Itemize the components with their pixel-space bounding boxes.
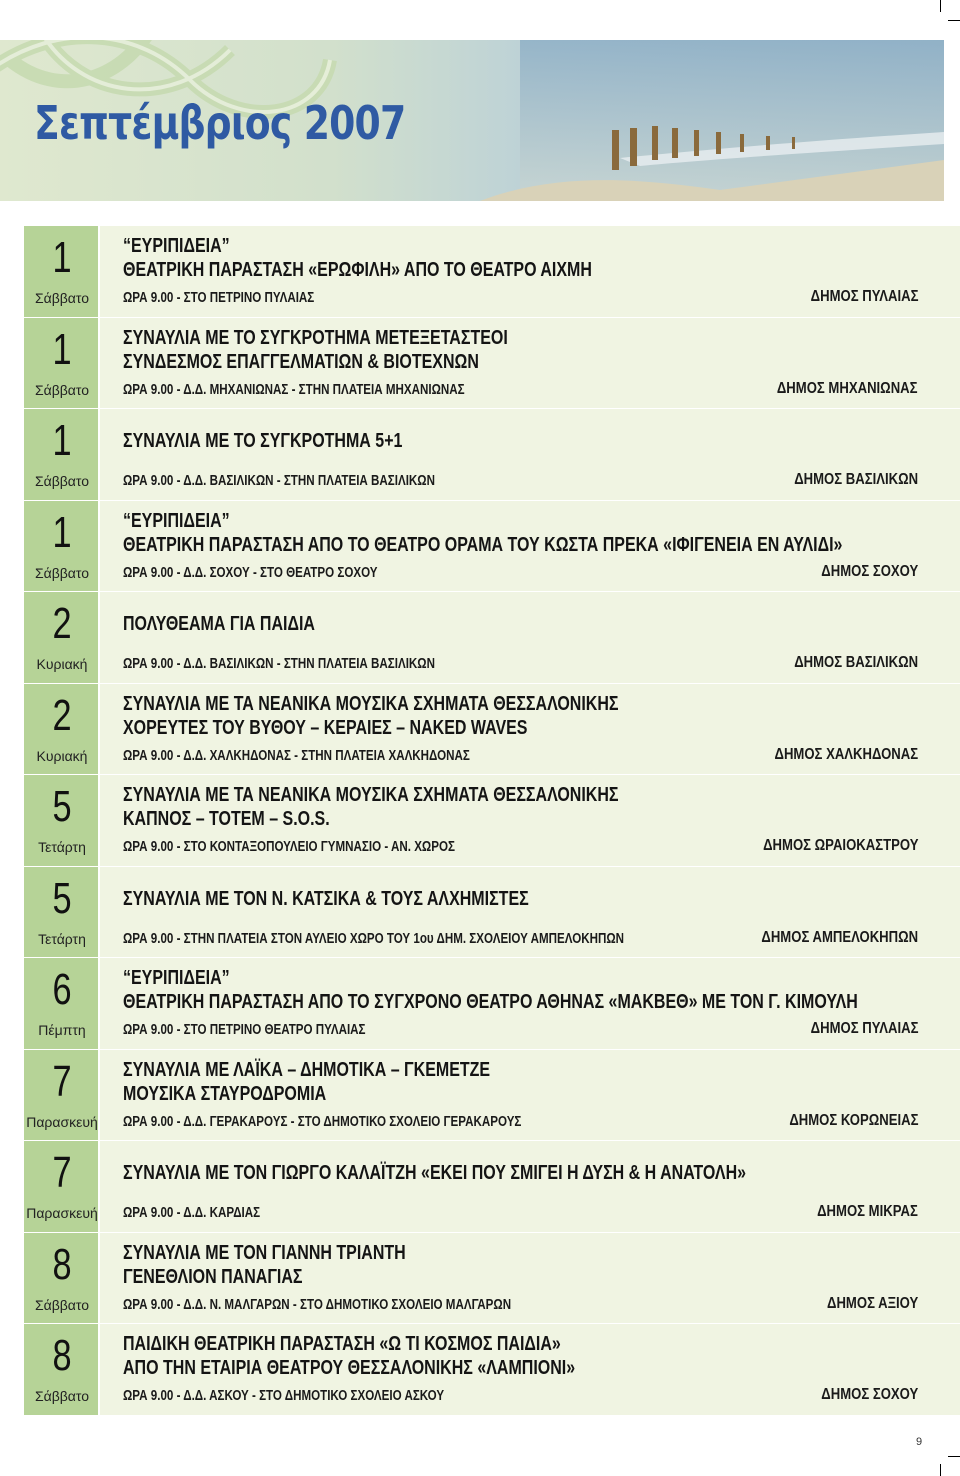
- event-title-line: ΠΟΛΥΘΕΑΜΑ ΓΙΑ ΠΑΙΔΙΑ: [123, 613, 315, 635]
- event-title: [123, 1058, 918, 1106]
- event-details: [123, 1050, 918, 1141]
- event-title-line: ΣΥΝΑΥΛΙΑ ΜΕ ΛΑΪΚΑ – ΔΗΜΟΤΙΚΑ – ΓΚΕΜΕΤΖΕ: [123, 1058, 491, 1081]
- weekday: Σάββατο: [34, 564, 90, 581]
- event-organizer: ΔΗΜΟΣ ΣΟΧΟΥ: [821, 1386, 918, 1403]
- page-number: 9: [916, 1436, 923, 1448]
- weekday: Πέμπτη: [38, 1022, 86, 1038]
- day-number: 8: [52, 1239, 72, 1289]
- crop-mark: [948, 20, 960, 21]
- date-cell: [24, 1324, 100, 1415]
- event-title: [123, 234, 918, 282]
- event-row: [24, 409, 960, 501]
- day-number: 1: [52, 324, 72, 374]
- day-number: 8: [52, 1331, 72, 1380]
- crop-mark: [940, 0, 941, 12]
- weekday: Παρασκευή: [26, 1205, 98, 1221]
- event-time-venue: ΩΡΑ 9.00 - ΣΤΗΝ ΠΛΑΤΕΙΑ ΣΤΟΝ ΑΥΛΕΙΟ ΧΩΡΟ ΤΟΥ 1ου ΔΗΜ. ΣΧΟΛΕΙΟΥ ΑΜΠΕΛΟΚΗΠΩΝ: [123, 930, 625, 947]
- event-row: [24, 1324, 960, 1416]
- date-cell: [24, 318, 100, 409]
- date-cell: [24, 409, 100, 500]
- event-title-line: ΚΑΠΝΟΣ – TOTEM – S.O.S.: [123, 808, 330, 830]
- crop-mark: [948, 1456, 960, 1457]
- event-details: [123, 867, 918, 958]
- event-title: [123, 1241, 918, 1289]
- day-number: 5: [52, 782, 72, 831]
- event-row: [24, 1233, 960, 1325]
- day-number: 1: [52, 233, 72, 282]
- event-title: [123, 429, 918, 453]
- event-time-venue: ΩΡΑ 9.00 - ΣΤΟ ΠΕΤΡΙΝΟ ΠΥΛΑΙΑΣ: [123, 290, 315, 306]
- event-organizer: ΔΗΜΟΣ ΑΞΙΟΥ: [826, 1294, 918, 1312]
- event-row: [24, 501, 960, 593]
- event-time-venue: ΩΡΑ 9.00 - ΣΤΟ ΠΕΤΡΙΝΟ ΘΕΑΤΡΟ ΠΥΛΑΙΑΣ: [123, 1022, 366, 1038]
- event-details: [123, 958, 918, 1049]
- event-title: [123, 509, 918, 557]
- event-details: [123, 409, 918, 500]
- event-details: [123, 592, 918, 683]
- day-number: 2: [52, 599, 72, 648]
- event-title-line: ΣΥΝΑΥΛΙΑ ΜΕ ΤΑ ΝΕΑΝΙΚΑ ΜΟΥΣΙΚΑ ΣΧΗΜΑΤΑ ΘΕΣΣΑΛΟΝΙΚΗΣ: [123, 784, 619, 806]
- weekday: Σάββατο: [34, 473, 90, 489]
- date-cell: [24, 1141, 100, 1232]
- event-time-venue: ΩΡΑ 9.00 - Δ.Δ. ΜΗΧΑΝΙΩΝΑΣ - ΣΤΗΝ ΠΛΑΤΕΙΑ ΜΗΧΑΝΙΩΝΑΣ: [123, 381, 465, 398]
- event-organizer: ΔΗΜΟΣ ΜΙΚΡΑΣ: [817, 1203, 918, 1220]
- event-organizer: ΔΗΜΟΣ ΠΥΛΑΙΑΣ: [810, 1020, 918, 1037]
- date-cell: [24, 867, 100, 958]
- weekday: Σάββατο: [34, 290, 90, 306]
- event-row: [24, 1141, 960, 1233]
- date-cell: [24, 958, 100, 1049]
- weekday: Σάββατο: [34, 1296, 90, 1313]
- crop-mark: [940, 1464, 941, 1476]
- event-organizer: ΔΗΜΟΣ ΜΗΧΑΝΙΩΝΑΣ: [777, 379, 918, 397]
- event-time-venue: ΩΡΑ 9.00 - Δ.Δ. ΚΑΡΔΙΑΣ: [123, 1205, 261, 1221]
- event-details: [123, 775, 918, 866]
- event-details: [123, 1324, 918, 1415]
- page-title: Σεπτέμβριος 2007: [34, 96, 406, 150]
- event-row: [24, 1050, 960, 1142]
- event-row: [24, 958, 960, 1050]
- event-time-venue: ΩΡΑ 9.00 - Δ.Δ. Ν. ΜΑΛΓΑΡΩΝ - ΣΤΟ ΔΗΜΟΤΙΚΟ ΣΧΟΛΕΙΟ ΜΑΛΓΑΡΩΝ: [123, 1296, 512, 1313]
- event-title: [123, 612, 918, 636]
- weekday: Τετάρτη: [38, 930, 86, 947]
- date-cell: [24, 501, 100, 592]
- weekday: Σάββατο: [34, 381, 90, 398]
- event-organizer: ΔΗΜΟΣ ΠΥΛΑΙΑΣ: [810, 288, 918, 305]
- event-title-line: ΘΕΑΤΡΙΚΗ ΠΑΡΑΣΤΑΣΗ ΑΠΟ ΤΟ ΣΥΓΧΡΟΝΟ ΘΕΑΤΡΟ ΑΘΗΝΑΣ «ΜΑΚΒΕΘ» ΜΕ ΤΟΝ Γ. ΚΙΜΟΥΛΗ: [123, 991, 858, 1013]
- event-title-line: ΑΠΟ ΤΗΝ ΕΤΑΙΡΙΑ ΘΕΑΤΡΟΥ ΘΕΣΣΑΛΟΝΙΚΗΣ «ΛΑΜΠΙΟΝΙ»: [123, 1357, 576, 1379]
- event-time-venue: ΩΡΑ 9.00 - Δ.Δ. ΣΟΧΟΥ - ΣΤΟ ΘΕΑΤΡΟ ΣΟΧΟΥ: [123, 564, 378, 581]
- date-cell: [24, 1050, 100, 1141]
- event-time-venue: ΩΡΑ 9.00 - Δ.Δ. ΒΑΣΙΛΙΚΩΝ - ΣΤΗΝ ΠΛΑΤΕΙΑ ΒΑΣΙΛΙΚΩΝ: [123, 656, 435, 672]
- day-number: 1: [52, 507, 72, 557]
- date-cell: [24, 775, 100, 866]
- date-cell: [24, 1233, 100, 1324]
- event-title: [123, 326, 918, 374]
- event-title-line: ΣΥΝΑΥΛΙΑ ΜΕ ΤΟ ΣΥΓΚΡΟΤΗΜΑ 5+1: [123, 430, 403, 452]
- event-time-venue: ΩΡΑ 9.00 - Δ.Δ. ΧΑΛΚΗΔΟΝΑΣ - ΣΤΗΝ ΠΛΑΤΕΙΑ ΧΑΛΚΗΔΟΝΑΣ: [123, 747, 470, 764]
- event-title-line: “ΕΥΡΙΠΙΔΕΙΑ”: [123, 509, 230, 532]
- event-title-line: ΣΥΝΔΕΣΜΟΣ ΕΠΑΓΓΕΛΜΑΤΙΩΝ & ΒΙΟΤΕΧΝΩΝ: [123, 350, 479, 373]
- day-number: 7: [52, 1056, 72, 1106]
- event-title: [123, 1161, 918, 1185]
- event-organizer: ΔΗΜΟΣ ΩΡΑΙΟΚΑΣΤΡΟΥ: [762, 837, 918, 854]
- weekday: Κυριακή: [36, 747, 88, 764]
- event-organizer: ΔΗΜΟΣ ΚΟΡΩΝΕΙΑΣ: [788, 1111, 918, 1129]
- event-details: [123, 226, 918, 317]
- event-organizer: ΔΗΜΟΣ ΧΑΛΚΗΔΟΝΑΣ: [774, 745, 918, 763]
- event-row: [24, 318, 960, 410]
- date-cell: [24, 226, 100, 317]
- event-title-line: ΣΥΝΑΥΛΙΑ ΜΕ ΤΟΝ Ν. ΚΑΤΣΙΚΑ & ΤΟΥΣ ΑΛΧΗΜΙΣΤΕΣ: [123, 887, 529, 910]
- event-title-line: “ΕΥΡΙΠΙΔΕΙΑ”: [123, 235, 230, 257]
- event-time-venue: ΩΡΑ 9.00 - Δ.Δ. ΓΕΡΑΚΑΡΟΥΣ - ΣΤΟ ΔΗΜΟΤΙΚΟ ΣΧΟΛΕΙΟ ΓΕΡΑΚΑΡΟΥΣ: [123, 1113, 522, 1130]
- event-row: [24, 775, 960, 867]
- event-organizer: ΔΗΜΟΣ ΑΜΠΕΛΟΚΗΠΩΝ: [761, 928, 918, 946]
- event-title-line: ΣΥΝΑΥΛΙΑ ΜΕ ΤΟΝ ΓΙΑΝΝΗ ΤΡΙΑΝΤΗ: [123, 1241, 406, 1264]
- event-row: [24, 226, 960, 318]
- header-banner: [0, 40, 944, 201]
- event-title-line: “ΕΥΡΙΠΙΔΕΙΑ”: [123, 967, 230, 989]
- event-title-line: ΧΟΡΕΥΤΕΣ ΤΟΥ ΒΥΘΟΥ – ΚΕΡΑΙΕΣ – NAKED WAVES: [123, 716, 528, 739]
- event-title-line: ΜΟΥΣΙΚΑ ΣΤΑΥΡΟΔΡΟΜΙΑ: [123, 1082, 327, 1105]
- event-details: [123, 1233, 918, 1324]
- weekday: Κυριακή: [36, 656, 88, 672]
- event-organizer: ΔΗΜΟΣ ΣΟΧΟΥ: [821, 562, 918, 580]
- event-row: [24, 592, 960, 684]
- event-title-line: ΠΑΙΔΙΚΗ ΘΕΑΤΡΙΚΗ ΠΑΡΑΣΤΑΣΗ «Ω ΤΙ ΚΟΣΜΟΣ ΠΑΙΔΙΑ»: [123, 1333, 561, 1355]
- event-details: [123, 684, 918, 775]
- event-details: [123, 1141, 918, 1232]
- weekday: Σάββατο: [34, 1388, 90, 1404]
- event-title: [123, 887, 918, 911]
- event-organizer: ΔΗΜΟΣ ΒΑΣΙΛΙΚΩΝ: [794, 654, 918, 671]
- event-row: [24, 684, 960, 776]
- day-number: 1: [52, 416, 72, 465]
- date-cell: [24, 592, 100, 683]
- event-row: [24, 867, 960, 959]
- date-cell: [24, 684, 100, 775]
- event-time-venue: ΩΡΑ 9.00 - ΣΤΟ ΚΟΝΤΑΞΟΠΟΥΛΕΙΟ ΓΥΜΝΑΣΙΟ - ΑΝ. ΧΩΡΟΣ: [123, 839, 455, 855]
- event-title: [123, 783, 918, 831]
- day-number: 6: [52, 965, 72, 1014]
- event-title: [123, 1332, 918, 1380]
- event-title: [123, 966, 918, 1014]
- event-time-venue: ΩΡΑ 9.00 - Δ.Δ. ΑΣΚΟΥ - ΣΤΟ ΔΗΜΟΤΙΚΟ ΣΧΟΛΕΙΟ ΑΣΚΟΥ: [123, 1388, 445, 1404]
- weekday: Παρασκευή: [26, 1113, 98, 1130]
- event-details: [123, 501, 918, 592]
- event-title-line: ΘΕΑΤΡΙΚΗ ΠΑΡΑΣΤΑΣΗ ΑΠΟ ΤΟ ΘΕΑΤΡΟ ΟΡΑΜΑ ΤΟΥ ΚΩΣΤΑ ΠΡΕΚΑ «ΙΦΙΓΕΝΕΙΑ ΕΝ ΑΥΛΙΔΙ»: [123, 533, 843, 556]
- event-title-line: ΣΥΝΑΥΛΙΑ ΜΕ ΤΑ ΝΕΑΝΙΚΑ ΜΟΥΣΙΚΑ ΣΧΗΜΑΤΑ ΘΕΣΣΑΛΟΝΙΚΗΣ: [123, 692, 619, 715]
- event-schedule: [24, 226, 960, 1416]
- event-title-line: ΓΕΝΕΘΛΙΟΝ ΠΑΝΑΓΙΑΣ: [123, 1265, 303, 1288]
- event-title-line: ΣΥΝΑΥΛΙΑ ΜΕ ΤΟΝ ΓΙΩΡΓΟ ΚΑΛΑΪΤΖΗ «ΕΚΕΙ ΠΟΥ ΣΜΙΓΕΙ Η ΔΥΣΗ & Η ΑΝΑΤΟΛΗ»: [123, 1162, 747, 1184]
- weekday: Τετάρτη: [38, 839, 86, 855]
- day-number: 5: [52, 873, 72, 923]
- day-number: 2: [52, 690, 72, 740]
- event-title: [123, 692, 918, 740]
- event-time-venue: ΩΡΑ 9.00 - Δ.Δ. ΒΑΣΙΛΙΚΩΝ - ΣΤΗΝ ΠΛΑΤΕΙΑ ΒΑΣΙΛΙΚΩΝ: [123, 473, 435, 489]
- day-number: 7: [52, 1148, 72, 1197]
- event-organizer: ΔΗΜΟΣ ΒΑΣΙΛΙΚΩΝ: [794, 471, 918, 488]
- event-title-line: ΣΥΝΑΥΛΙΑ ΜΕ ΤΟ ΣΥΓΚΡΟΤΗΜΑ ΜΕΤΕΞΕΤΑΣΤΕΟΙ: [123, 326, 508, 349]
- event-details: [123, 318, 918, 409]
- event-title-line: ΘΕΑΤΡΙΚΗ ΠΑΡΑΣΤΑΣΗ «ΕΡΩΦΙΛΗ» ΑΠΟ ΤΟ ΘΕΑΤΡΟ ΑΙΧΜΗ: [123, 259, 592, 281]
